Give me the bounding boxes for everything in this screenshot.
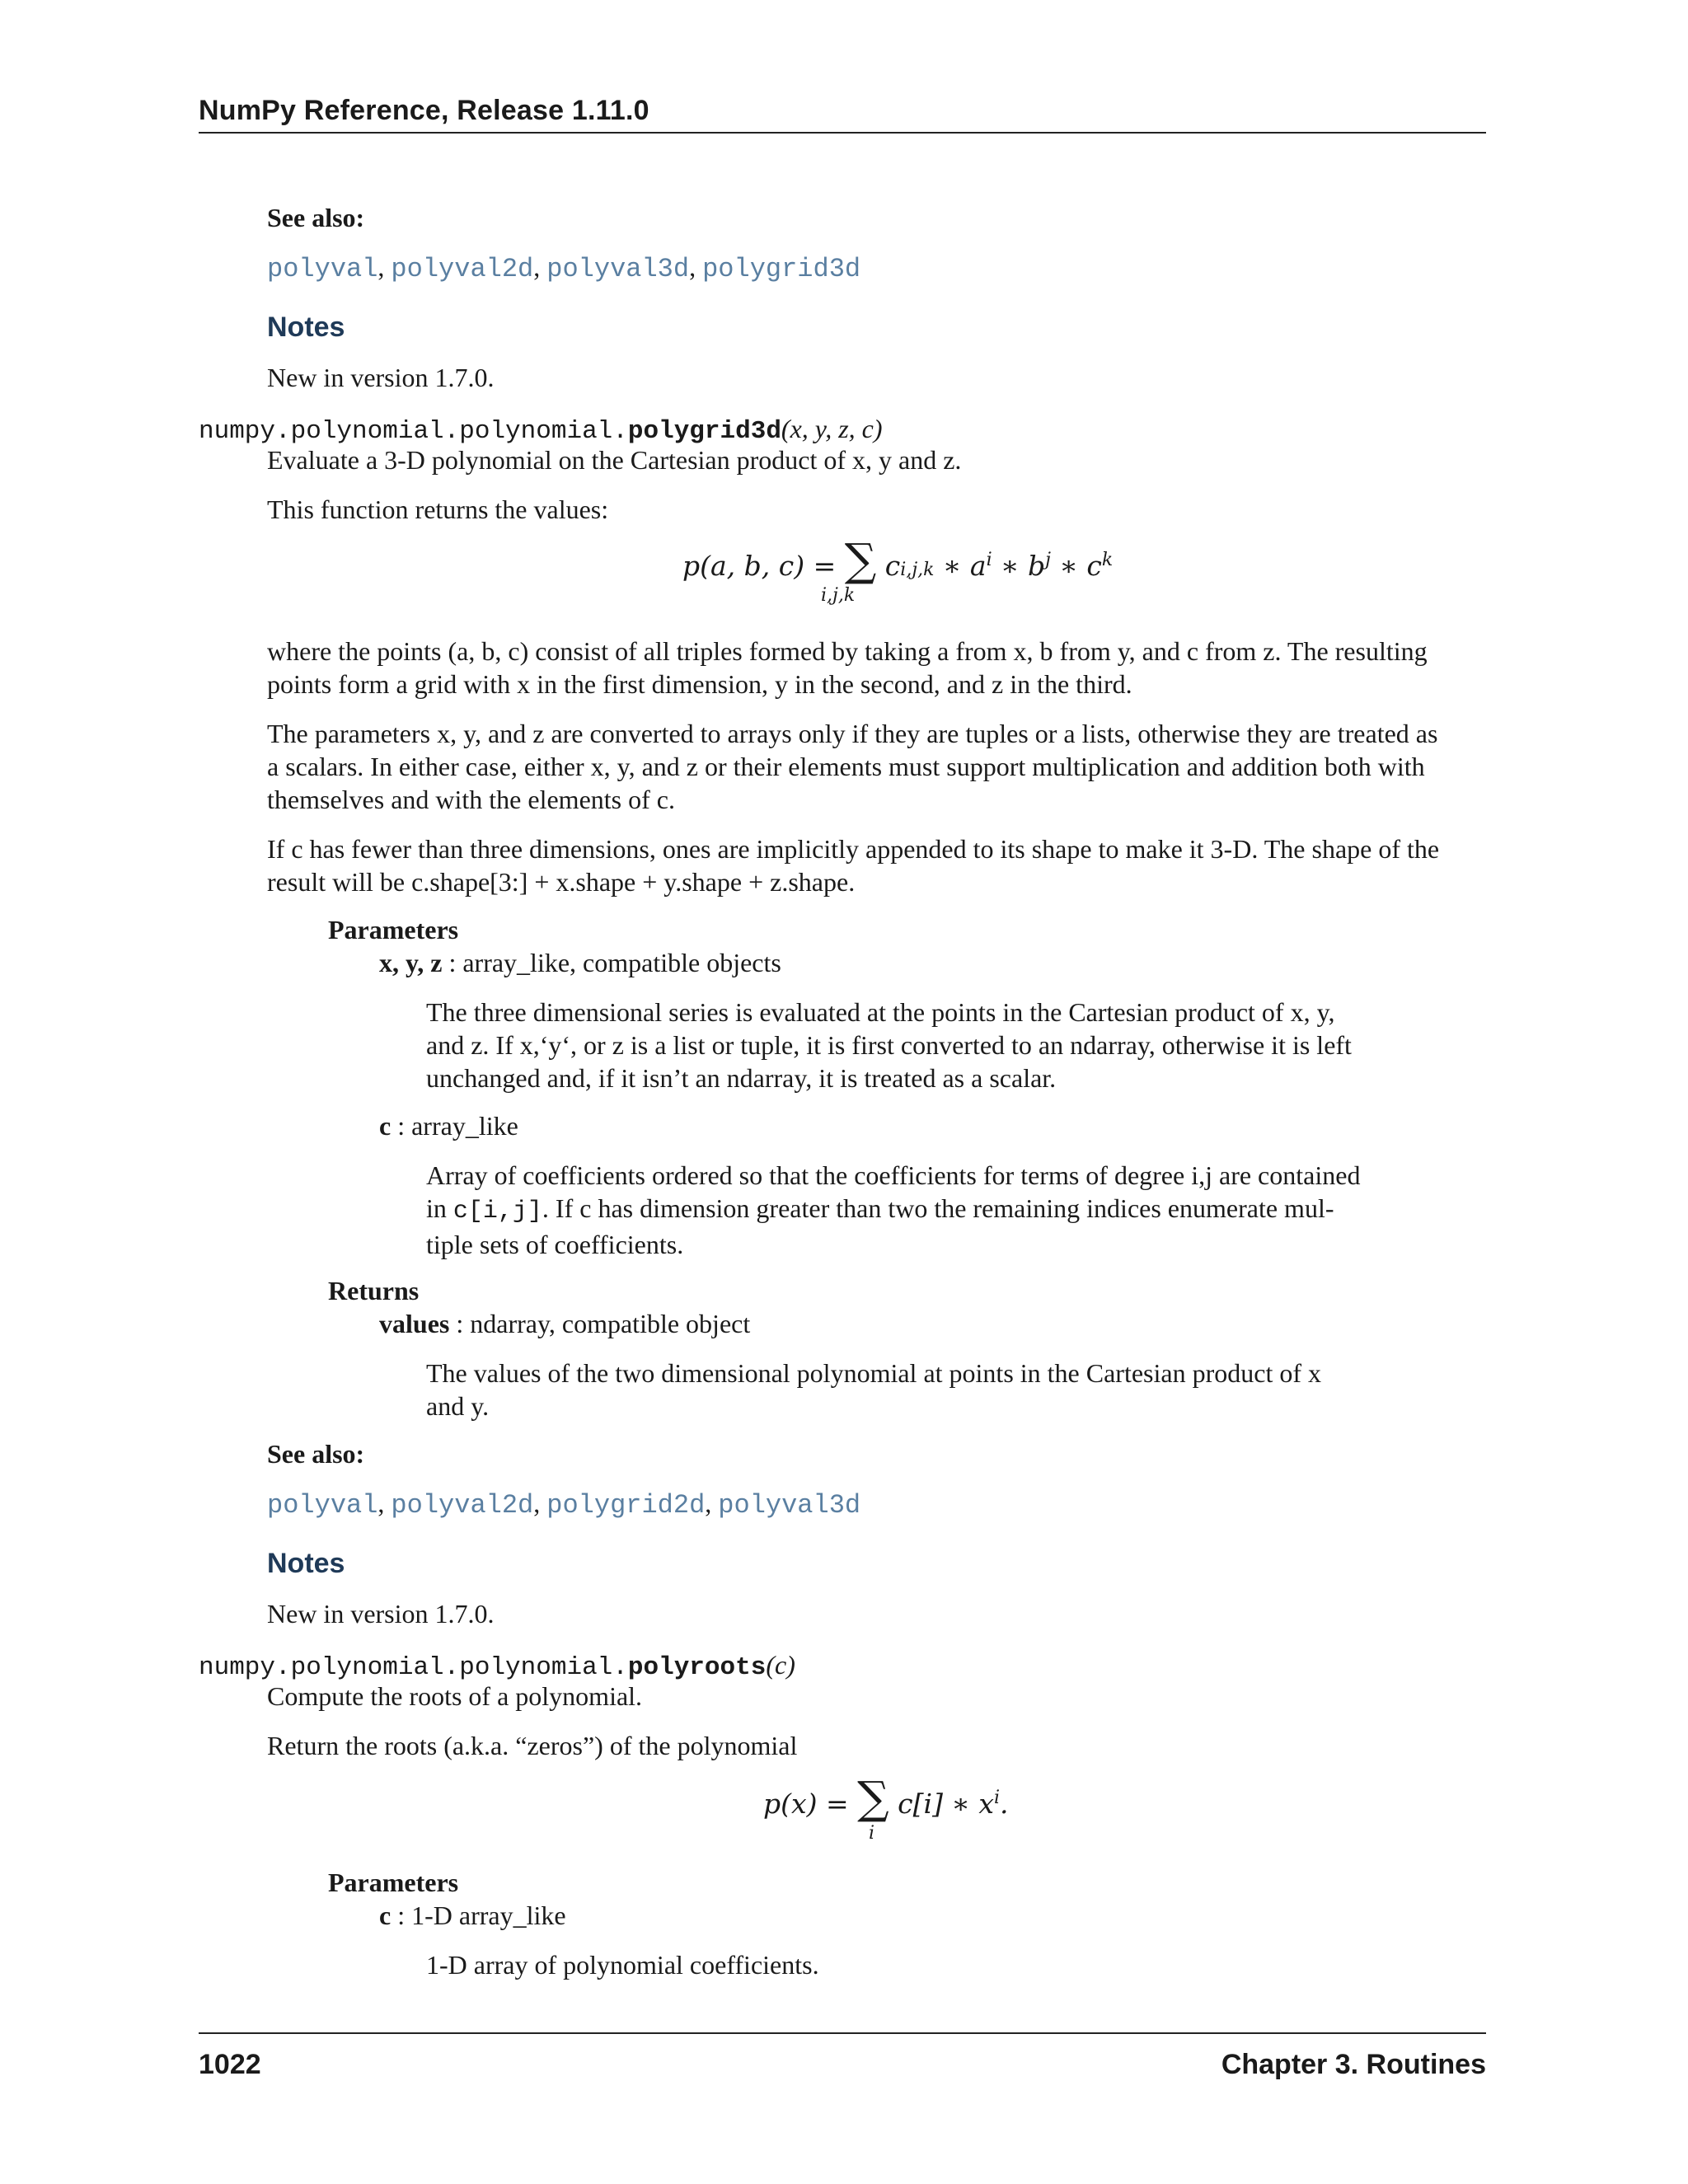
para3-line1: If c has fewer than three dimensions, ones are implicitly appended to its shape to make it 3-D. The shape of the bbox=[267, 834, 1440, 864]
param-xyz bbox=[379, 946, 781, 979]
param-c-code: c[i,j] bbox=[452, 1197, 542, 1226]
notes-text-2: New in version 1.7.0. bbox=[267, 1599, 495, 1629]
link-polygrid2d[interactable]: polygrid2d bbox=[546, 1490, 706, 1521]
param-c-desc-line2 bbox=[426, 1192, 1382, 1228]
polygrid3d-para2 bbox=[267, 717, 1487, 816]
return-desc-line2: and y. bbox=[426, 1391, 490, 1421]
see-also-label: See also: bbox=[267, 203, 365, 232]
sum-symbol-2: ∑ bbox=[857, 1772, 889, 1824]
page-header bbox=[199, 92, 1486, 134]
param-c-desc bbox=[426, 1159, 1382, 1261]
return-values bbox=[379, 1307, 750, 1340]
signature-module: numpy.polynomial.polynomial. bbox=[199, 417, 628, 446]
notes-heading-2: Notes bbox=[267, 1548, 345, 1579]
param-c-desc-line2-pre: in bbox=[426, 1193, 453, 1223]
return-desc-line1: The values of the two dimensional polynomial at points in the Cartesian product of x bbox=[426, 1358, 1321, 1388]
header-title: NumPy Reference, Release 1.11.0 bbox=[199, 95, 649, 126]
param-c-2 bbox=[379, 1899, 566, 1932]
param-c2-name: c bbox=[379, 1900, 392, 1930]
polygrid3d-summary: Evaluate a 3-D polynomial on the Cartesian product of x, y and z. bbox=[267, 445, 962, 475]
param-xyz-desc-line1: The three dimensional series is evaluated at the points in the Cartesian product of x, y, bbox=[426, 997, 1335, 1027]
eq-term: ci,j,k ∗ $a^i$ ∗ $b^j$ ∗ $c^k$ bbox=[876, 550, 1114, 582]
polygrid3d-returns-intro: This function returns the values: bbox=[267, 494, 609, 524]
param-c-desc-line2-post: . If c has dimension greater than two the remaining indices enumerate mul- bbox=[542, 1193, 1334, 1223]
signature-args: (c) bbox=[766, 1650, 795, 1680]
link-polygrid3d[interactable]: polygrid3d bbox=[702, 254, 861, 284]
notes-text: New in version 1.7.0. bbox=[267, 363, 495, 392]
sum-index: i,j,k bbox=[821, 585, 856, 606]
page-footer bbox=[199, 2032, 1486, 2083]
see-also-label-2: See also: bbox=[267, 1439, 365, 1469]
link-polyval3d[interactable]: polyval3d bbox=[546, 254, 690, 284]
signature-function-name: polyroots bbox=[627, 1653, 767, 1682]
param-c-type: : array_like bbox=[391, 1111, 518, 1141]
chapter-label: Chapter 3. Routines bbox=[1221, 2049, 1486, 2080]
sum-symbol: ∑ bbox=[844, 534, 877, 586]
para1-line2: points form a grid with x in the first dimension, y in the second, and z in the third. bbox=[267, 669, 1132, 699]
param-c-name: c bbox=[379, 1111, 392, 1141]
para2-line1: The parameters x, y, and z are converted to arrays only if they are tuples or a lists, otherwise they are treated as bbox=[267, 719, 1438, 748]
link-polyval2d[interactable]: polyval2d bbox=[391, 1490, 534, 1521]
parameters-label-2: Parameters bbox=[328, 1868, 459, 1897]
equation-polygrid3d bbox=[682, 534, 1114, 606]
param-xyz-type: : array_like, compatible objects bbox=[442, 948, 781, 977]
see-also-links-2: polyval, polyval2d, polygrid2d, polyval3d bbox=[267, 1488, 861, 1521]
eq2-lhs: p(x) = bbox=[763, 1788, 858, 1820]
param-xyz-name: x, y, z bbox=[379, 948, 443, 977]
notes-heading: Notes bbox=[267, 312, 345, 343]
link-polyval2d[interactable]: polyval2d bbox=[391, 254, 534, 284]
eq2-term: c[i] ∗ $x^i$. bbox=[889, 1788, 1009, 1820]
link-polyval[interactable]: polyval bbox=[267, 1490, 378, 1521]
signature-args: (x, y, z, c) bbox=[781, 414, 883, 443]
link-polyval[interactable]: polyval bbox=[267, 254, 378, 284]
para3-line2: result will be c.shape[3:] + x.shape + y.shape + z.shape. bbox=[267, 867, 856, 897]
polygrid3d-para1 bbox=[267, 635, 1487, 701]
link-polyval3d[interactable]: polyval3d bbox=[718, 1490, 861, 1521]
eq-lhs: p(a, b, c) = bbox=[682, 550, 845, 582]
polyroots-intro: Return the roots (a.k.a. “zeros”) of the polynomial bbox=[267, 1731, 798, 1760]
param-xyz-desc-line3: unchanged and, if it isn’t an ndarray, it is treated as a scalar. bbox=[426, 1063, 1057, 1093]
signature-function-name: polygrid3d bbox=[627, 417, 781, 446]
param-c-desc-line3: tiple sets of coefficients. bbox=[426, 1230, 684, 1259]
equation-polyroots bbox=[763, 1772, 1009, 1844]
param-c2-desc: 1-D array of polynomial coefficients. bbox=[426, 1950, 819, 1980]
polyroots-summary: Compute the roots of a polynomial. bbox=[267, 1681, 643, 1711]
param-c bbox=[379, 1109, 518, 1142]
sum-index-2: i bbox=[869, 1823, 875, 1844]
polygrid3d-para3 bbox=[267, 832, 1487, 898]
para1-line1: where the points (a, b, c) consist of all triples formed by taking a from x, b from y, and c from z. The resulting bbox=[267, 636, 1428, 666]
parameters-label: Parameters bbox=[328, 915, 459, 944]
see-also-links: polyval, polyval2d, polyval3d, polygrid3d bbox=[267, 252, 861, 284]
param-xyz-desc-line2: and z. If x,‘y‘, or z is a list or tuple, it is first converted to an ndarray, otherwise it is left bbox=[426, 1030, 1352, 1060]
param-xyz-desc bbox=[426, 996, 1382, 1094]
return-type: : ndarray, compatible object bbox=[449, 1309, 751, 1338]
para2-line2: a scalars. In either case, either x, y, and z or their elements must support multiplication and addition both with bbox=[267, 752, 1425, 781]
param-c-desc-line1: Array of coefficients ordered so that the coefficients for terms of degree i,j are contained bbox=[426, 1160, 1361, 1190]
returns-label: Returns bbox=[328, 1276, 420, 1305]
return-desc bbox=[426, 1357, 1382, 1422]
signature-module: numpy.polynomial.polynomial. bbox=[199, 1653, 628, 1682]
return-name: values bbox=[379, 1309, 450, 1338]
param-c2-type: : 1-D array_like bbox=[391, 1900, 566, 1930]
page-number: 1022 bbox=[199, 2049, 261, 2080]
para2-line3: themselves and with the elements of c. bbox=[267, 785, 675, 814]
